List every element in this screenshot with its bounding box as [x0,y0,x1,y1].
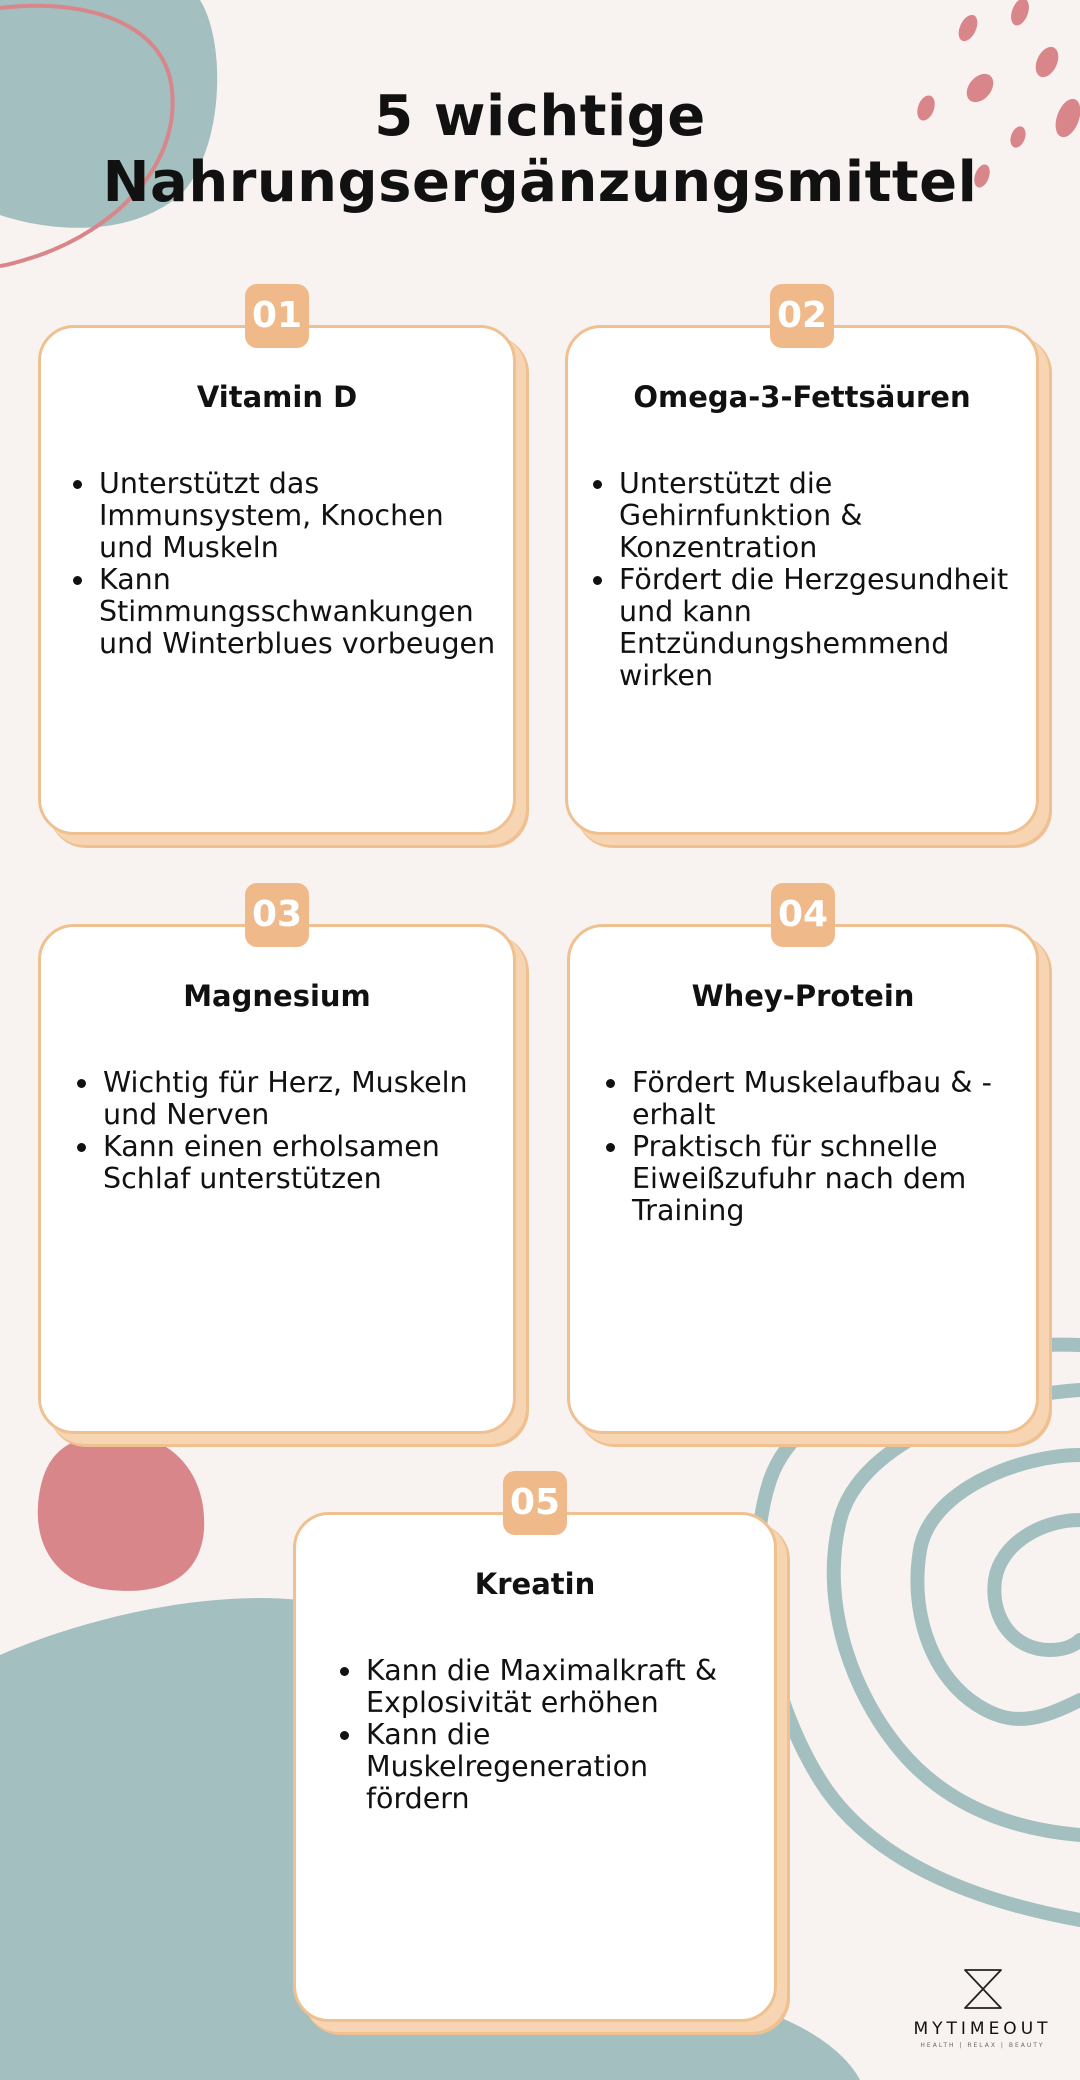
bullet-item: Unterstützt das Immunsystem, Knochen und Muskeln [99,468,503,564]
brand-logo [900,1968,1065,2049]
bullet-list [632,1067,1018,1227]
supplement-card-magnesium [38,894,516,1434]
bullet-item: Kann Stimmungsschwankungen und Winterblues vorbeugen [99,564,503,660]
bullet-list [366,1655,756,1815]
page-title [0,84,1080,216]
card-heading: Omega-3-Fettsäuren [633,380,971,414]
card-number-badge: 03 [245,883,309,947]
card-number-badge: 04 [771,883,835,947]
bullet-list [103,1067,495,1195]
brand-tagline: HEALTH | RELAX | BEAUTY [920,2042,1045,2049]
card-heading: Magnesium [183,979,371,1013]
bullet-item: Praktisch für schnelle Eiweißzufuhr nach dem Training [632,1131,1018,1227]
supplement-card-omega-3 [565,295,1039,835]
bullet-item: Kann die Maximalkraft & Explosivität erhöhen [366,1655,756,1719]
supplement-card-kreatin [293,1482,777,2022]
bullet-item: Fördert Muskelaufbau & -erhalt [632,1067,1018,1131]
card-heading: Whey-Protein [691,979,915,1013]
card-number-badge: 05 [503,1471,567,1535]
bullet-item: Kann die Muskelregeneration fördern [366,1719,756,1815]
brand-name: MYTIMEOUT [913,2019,1052,2039]
bullet-list [99,468,503,660]
card-heading: Vitamin D [196,380,358,414]
card-heading: Kreatin [474,1567,596,1601]
coral-blob [38,1433,204,1590]
bullet-item: Unterstützt die Gehirnfunktion & Konzentration [619,468,1030,564]
page-title-line-1: 5 wichtige [374,84,706,149]
hourglass-icon [961,1968,1005,2010]
bullet-list [619,468,1030,692]
bullet-item: Fördert die Herzgesundheit und kann Entzündungshemmend wirken [619,564,1030,692]
card-number-badge: 02 [770,284,834,348]
supplement-card-vitamin-d [38,295,516,835]
card-number-badge: 01 [245,284,309,348]
supplement-card-whey-protein [567,894,1039,1434]
page-title-line-2: Nahrungsergänzungsmittel [102,150,978,215]
bullet-item: Wichtig für Herz, Muskeln und Nerven [103,1067,495,1131]
bullet-item: Kann einen erholsamen Schlaf unterstützen [103,1131,495,1195]
